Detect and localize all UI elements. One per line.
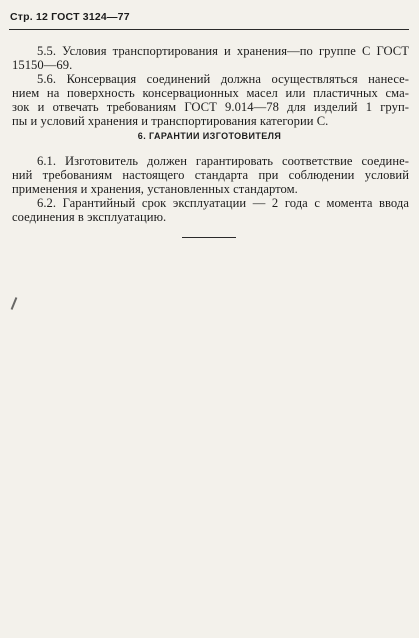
paragraph-6-1-line-2: ний требованиям настоящего стандарта при соблюдении условий: [12, 168, 409, 182]
paragraph-6-1-line-1: 6.1. Изготовитель должен гарантировать соответствие соедине-: [37, 154, 409, 168]
paragraph-5-6-line-2: нием на поверхность консервационных масел или пластичных сма-: [12, 86, 409, 100]
scan-mark: [11, 297, 18, 310]
paragraph-5-6-line-1: 5.6. Консервация соединений должна осуществляться нанесе-: [37, 72, 409, 86]
paragraph-6-2-line-1: 6.2. Гарантийный срок эксплуатации — 2 года с момента ввода: [37, 196, 409, 210]
header-rule: [9, 29, 409, 30]
page-header: Стр. 12 ГОСТ 3124—77: [10, 11, 130, 23]
paragraph-5-6-line-3: зок и отвечать требованиям ГОСТ 9.014—78 для изделий 1 груп-: [12, 100, 409, 114]
paragraph-6-2-line-2: соединения в эксплуатацию.: [12, 210, 167, 224]
end-of-text-rule: [182, 237, 236, 238]
paragraph-5-5-line-1: 5.5. Условия транспортирования и хранения—по группе С ГОСТ: [37, 44, 409, 58]
paragraph-5-5-line-2: 15150—69.: [12, 58, 73, 72]
paragraph-5-6-line-4: пы и условий хранения и транспортирования категории С.: [12, 114, 329, 128]
paragraph-6-1-line-3: применения и хранения, установленных стандартом.: [12, 182, 298, 196]
section-6-title: 6. ГАРАНТИИ ИЗГОТОВИТЕЛЯ: [137, 131, 282, 141]
